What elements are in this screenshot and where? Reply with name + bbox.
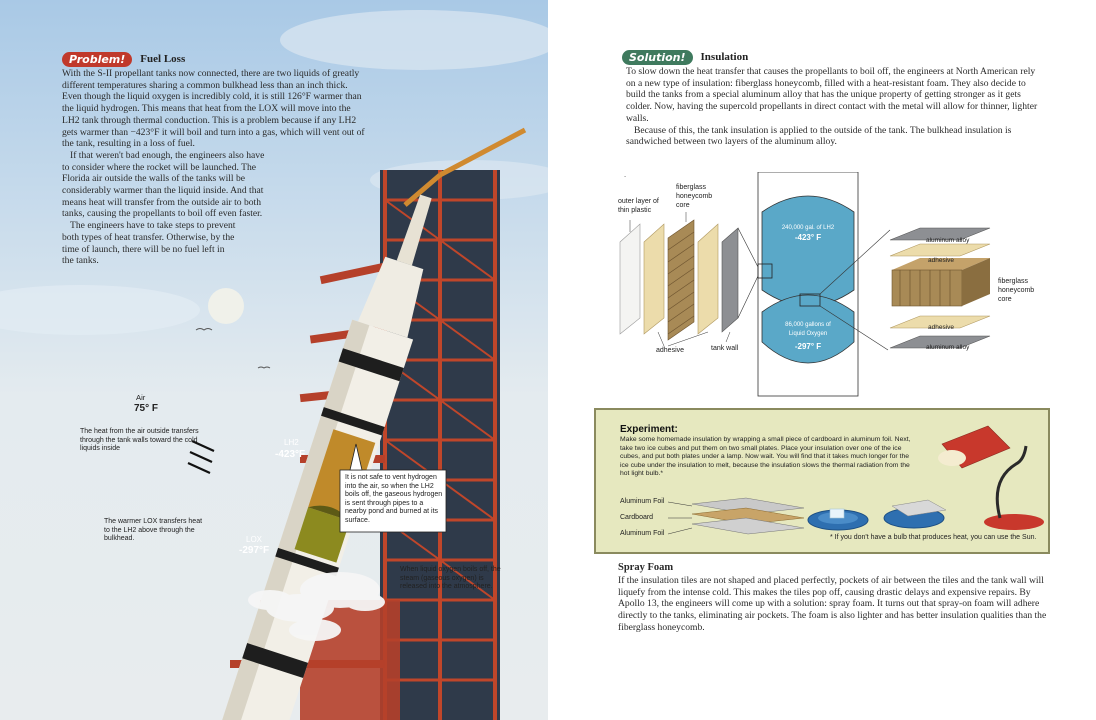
experiment-footnote: * If you don't have a bulb that produces heat, you can use the Sun. xyxy=(830,534,1037,541)
lh2-temp: -423°F xyxy=(275,449,306,460)
adhesive-layer-2 xyxy=(698,224,718,334)
tank-wall-layer xyxy=(722,228,738,332)
solution-heading xyxy=(622,48,1047,66)
right-adhesive-top-label: adhesive xyxy=(928,257,955,264)
oxygen-note: When liquid oxygen boils off, the steam (gaseous oxygen) is released into the atmosphere. xyxy=(400,566,501,590)
experiment-text: Make some homemade insulation by wrapping a small piece of cardboard in aluminum foil. Next, take two ice cubes and put them on two small plates. Place your insulation over one of the ice cubes, and put both plates under a lamp. Now wait. You will find that it takes much longer for the ice cube under the insulation to melt, because the insulation slows the thermal radiation from the hot light bulb.* xyxy=(620,436,911,478)
solution-body xyxy=(626,66,1047,148)
diagram-dot: . xyxy=(624,170,627,179)
cardboard-label: Cardboard xyxy=(620,514,654,521)
solution-paragraph-1: To slow down the heat transfer that causes the propellants to boil off, the engineers at North American rely on a new type of insulation: fiberglass honeycomb, filled with a heat-resistant foam. They also decide to build the tanks from a special aluminum alloy that has the unique property of getting stronger as it gets colder. Now, having the supercold propellants in direct contact with the metal will allow for thinner, lighter walls. xyxy=(626,66,1038,124)
air-temp: 75° F xyxy=(134,403,159,414)
lox-note: The warmer LOX transfers heat to the LH2 above through the bulkhead. xyxy=(104,518,203,542)
solution-paragraph-2: Because of this, the tank insulation is applied to the outside of the tank. The bulkhead insulation is sandwiched between two layers of the aluminum alloy. xyxy=(626,124,1012,148)
right-aluminum-top-label: aluminum alloy xyxy=(926,237,970,244)
spray-foam-section xyxy=(618,562,1048,634)
lh2-label: LH2 xyxy=(284,438,299,447)
vent-note: It is not safe to vent hydrogen into the air, so when the LH2 boils off, the gaseous hydrogen is sent through pipes to a nearby pond and burned at its surface. xyxy=(345,474,443,524)
adhesive-layer-1 xyxy=(644,224,664,334)
right-adhesive-bottom-label: adhesive xyxy=(928,324,955,331)
problem-badge: Problem! xyxy=(62,52,132,67)
problem-section xyxy=(62,50,372,267)
solution-badge: Solution! xyxy=(622,50,693,65)
lox-label: LOX xyxy=(246,535,263,544)
tank-lh2-temp: -423° F xyxy=(794,233,822,242)
outer-layer-label: outer layer of thin plastic xyxy=(618,198,659,214)
problem-paragraph-3: The engineers have to take steps to prevent both types of heat transfer. Otherwise, by the time of launch, there will be no fuel left in the tanks. xyxy=(62,220,236,267)
experiment-title: Experiment: xyxy=(620,424,678,435)
spray-foam-title: Spray Foam xyxy=(618,562,674,573)
honeycomb-core xyxy=(668,220,694,340)
air-label: Air xyxy=(136,393,146,402)
problem-paragraph-1: With the S-II propellant tanks now connected, there are two liquids of greatly different temperatures sharing a common bulkhead less than an inch thick. Even though the liquid oxygen is incredibly cold, it is still 126°F warmer than the liquid hydrogen. This means that heat from the LOX will move into the LH2 tank through thermal conduction. This is a problem because if any LH2 gets warmer than −423°F it will boil and turn into a gas, which will vent out of the tank, resulting in a loss of fuel. xyxy=(62,68,365,150)
fiberglass-core-label: fiberglass honeycomb core xyxy=(676,184,713,209)
solution-section xyxy=(622,48,1047,148)
adhesive-label: adhesive xyxy=(656,347,685,354)
tank-lh2-volume: 240,000 gal. of LH2 xyxy=(781,225,835,231)
right-adhesive-top xyxy=(890,244,990,256)
foil-top-label: Aluminum Foil xyxy=(620,498,665,505)
air-note: The heat from the air outside transfers through the tank walls toward the cold liquids inside xyxy=(80,428,199,452)
tank-lox-temp: -297° F xyxy=(794,342,822,351)
tank-lox-volume: 86,000 gallons of Liquid Oxygen xyxy=(785,322,831,337)
problem-body xyxy=(62,68,372,267)
problem-paragraph-2: If that weren't bad enough, the engineers also have to consider where the rocket will be launched. The Florida air outside the walls of the tanks will be considerably warmer than the liquid inside. And that means heat will transfer from the outside air to both tanks, causing the propellants to boil off even faster. xyxy=(62,149,265,220)
right-core-label: fiberglass honeycomb core xyxy=(998,278,1035,303)
right-honeycomb xyxy=(892,258,990,306)
outer-plastic-layer xyxy=(620,224,640,334)
experiment-box xyxy=(594,408,1050,554)
right-aluminum-bottom-label: aluminum alloy xyxy=(926,344,970,351)
spray-foam-text: If the insulation tiles are not shaped and placed perfectly, pockets of air between the tiles and the tank wall will liquefy from the intense cold. This makes the tiles pop off, causing drastic delays and expensive repairs. By Apollo 13, the engineers will come up with a solution: spray foam. It turns out that spray-on foam will adhere directly to the tanks, eliminating air pockets. The foam is also lighter and has better insulation qualities than the fiberglass honeycomb. xyxy=(618,575,1047,633)
tank-wall-label: tank wall xyxy=(711,345,739,352)
tank-cross-section xyxy=(758,172,858,396)
problem-title: Fuel Loss xyxy=(140,53,186,66)
lox-temp: -297°F xyxy=(239,545,270,556)
problem-heading xyxy=(62,50,372,68)
solution-title: Insulation xyxy=(700,51,749,64)
foil-bottom-label: Aluminum Foil xyxy=(620,530,665,537)
